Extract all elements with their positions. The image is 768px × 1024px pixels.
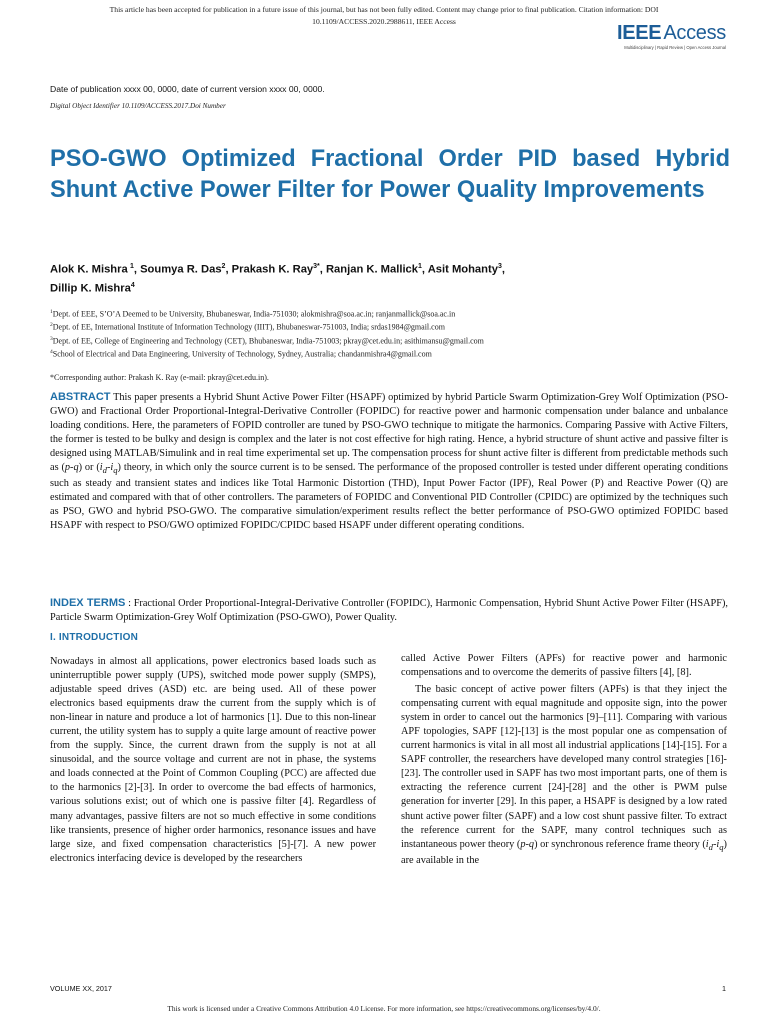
affiliation-item: $^1$Dept. of EEE, S’O’A Deemed to be University, Bhubaneswar, India-751030; alokmishra@soa.ac.in; ranjanmallick@soa.ac.in	[50, 309, 456, 319]
body-paragraph: Nowadays in almost all applications, power electronics based loads such as uninterruptible power supply (UPS), switched mode power supply (SMPS), adjustable speed drives (ASD) etc. are being used. All of these power electronics based equipments draw the current from the supply which is of non-linear in nature and produce a lot of harmonics [1]. Due to this non-linear current, the utility system has to supply a quite large amount of reactive power from the supply. Since, the current drawn from the supply is not at all sinusoidal, and the source voltage and current are not in phase, the systems and loads connected at the Point of Common Coupling (PCC) are affected due to the harmonics [2]-[3]. In order to overcome the bad effects of harmonics, various solutions exist; out of which one is passive filter [4]. Regardless of many advantages, passive filters are not so much effective in some conditions like transients, presence of higher order harmonics, resonance issues and have large size, and fixed compensation characteristics [5]-[7]. A new power electronics interfacing device is developed by the researchers	[50, 656, 376, 864]
author-name: Dillip K. Mishra	[50, 282, 131, 295]
author-list: Alok K. Mishra $^1$, Soumya R. Das$^2$, Prakash K. Ray$^{3*}$, Ranjan K. Mallick$^1$, Asit Mohanty$^3$, Dillip K. Mishra$^4$	[50, 263, 505, 295]
logo-brand: IEEE	[616, 22, 662, 44]
body-paragraph: called Active Power Filters (APFs) for reactive power and harmonic compensations and to overcome the demerits of passive filters [4], [8].	[401, 653, 727, 679]
author-affiliation-mark: 3*	[313, 263, 320, 270]
footer-page-number: 1	[722, 984, 726, 993]
author-affiliation-mark: 1	[129, 263, 134, 270]
author-affiliation-mark: 1	[418, 263, 422, 270]
index-terms: INDEX TERMS : Fractional Order Proportional-Integral-Derivative Controller (FOPIDC), Harmonic Compensation, Hybrid Shunt Active Power Filter (HSAPF), Particle Swarm Optimization-Grey Wolf Optimization (PSO-GWO), Power Quality.	[50, 597, 728, 624]
left-column	[50, 655, 376, 866]
logo-product: Access	[663, 22, 726, 44]
footer-license: This work is licensed under a Creative Commons Attribution 4.0 License. For more information, see https://creativecommons.org/licenses/by/4.0/.	[167, 1004, 601, 1013]
author-affiliation-mark: 4	[130, 281, 135, 289]
paper-title: PSO-GWO Optimized Fractional Order PID based Hybrid Shunt Active Power Filter for Power Quality Improvements	[50, 146, 730, 203]
author-name: Alok K. Mishra	[50, 263, 128, 276]
footer-volume: VOLUME XX, 2017	[50, 984, 112, 993]
affiliation-item: $^4$School of Electrical and Data Engineering, University of Technology, Sydney, Australia; chandanmishra4@gmail.com	[50, 348, 432, 359]
author-name: , Soumya R. Das	[133, 263, 222, 276]
author-affiliation-mark: 3	[497, 263, 502, 270]
section-heading-introduction: I. INTRODUCTION	[50, 632, 138, 643]
index-terms-heading: INDEX TERMS	[50, 597, 126, 609]
affiliations	[50, 307, 740, 360]
right-column	[401, 652, 727, 868]
affiliation-item: $^2$Dept. of EE, International Institute of Information Technology (IIIT), Bhubaneswar-751003, India; srdas1984@gmail.com	[50, 322, 445, 332]
corresponding-author: *Corresponding author: Prakash K. Ray (e-mail: pkray@cet.edu.in).	[50, 373, 269, 382]
publication-info: Date of publication xxxx 00, 0000, date of current version xxxx 00, 0000.	[50, 84, 325, 94]
abstract: ABSTRACT This paper presents a Hybrid Shunt Active Power Filter (HSAPF) optimized by hybrid Particle Swarm Optimization-Grey Wolf Optimization (PSO-GWO) and Fractional Order Proportional-Integral-Derivative Controller (FOPIDC) for reactive power and harmonic compensation under balance and unbalance loading conditions. Here, the parameters of FOPID controller are tuned by PSO-GWO technique to mitigate the harmonics. Comparing Passive with Active Filters, the former is tested to be bulky and design is complex and the later is not cost effective for high rating. Hence, a hybrid structure of shunt active and passive filter is designed using MATLAB/Simulink and in real time experimental set up. The compensation process for shunt active filter is different from predictable methods such as (p-q) or $(i_d-i_q)$ theory, in which only the source current is to be sensed. The performance of the proposed controller is tested under different operating conditions such as steady and transient states and indices like Total Harmonic Distortion (THD), Input Power Factor (IPF), Real Power (P) and Reactive Power (Q) are estimated and compared with that of other controllers. The parameters of FOPIDC and Conventional PID Controller (CPIDC) are optimized by the techniques such as PSO, GWO and hybrid PSO-GWO. The comparative simulation/experiment results reflect the better performance of PSO-GWO optimized FOPIDC based HSAPF with respect to PSO/GWO optimized FOPIDC/CPIDC based HSAPF under different operating conditions.	[50, 391, 728, 532]
ieee-access-logo	[576, 23, 726, 50]
author-name: , Prakash K. Ray	[225, 263, 314, 276]
journal-notice-line-2: 10.1109/ACCESS.2020.2988611, IEEE Access	[312, 17, 456, 26]
journal-notice-line-1: This article has been accepted for publication in a future issue of this journal, but has not been fully edited. Content may change prior to final publication. Citation information: DOI	[109, 5, 659, 14]
affiliation-item: $^3$Dept. of EE, College of Engineering and Technology (CET), Bhubaneswar, India-751003; pkray@cet.edu.in; asithimansu@gmail.com	[50, 335, 484, 346]
body-paragraph: The basic concept of active power filters (APFs) is that they inject the compensating current with equal magnitude and opposite sign, into the power system in order to cancel out the harmonics [9]–[11]. Comparing with various APF topologies, SAPF [12]-[13] is the most popular one as compensation of current harmonics is vital in all most all industrial applications [14]-[15]. For a SAPF controller, the researchers have developed many control strategies [16]-[23]. The controller used in SAPF has two most important parts, one of them is extracting the reference current [24]-[28] and the other is PWM pulse generation for inverter [29]. In this paper, a HSAPF is designed by a low rated shunt active power filter (SAPF) and a low cost shunt passive filter. To extract the reference current for the SAPF, many control techniques such as instantaneous power theory (p-q) or synchronous reference frame theory $(i_d-i_q)$ are available in the	[401, 684, 727, 866]
doi-line: Digital Object Identifier 10.1109/ACCESS.2017.Doi Number	[50, 102, 226, 110]
author-affiliation-mark: 2	[221, 263, 226, 270]
author-name: , Asit Mohanty	[421, 263, 498, 276]
abstract-heading: ABSTRACT	[50, 391, 111, 403]
author-name: , Ranjan K. Mallick	[319, 263, 418, 276]
logo-tagline: Multidisciplinary | Rapid Review | Open Access Journal	[624, 45, 726, 50]
